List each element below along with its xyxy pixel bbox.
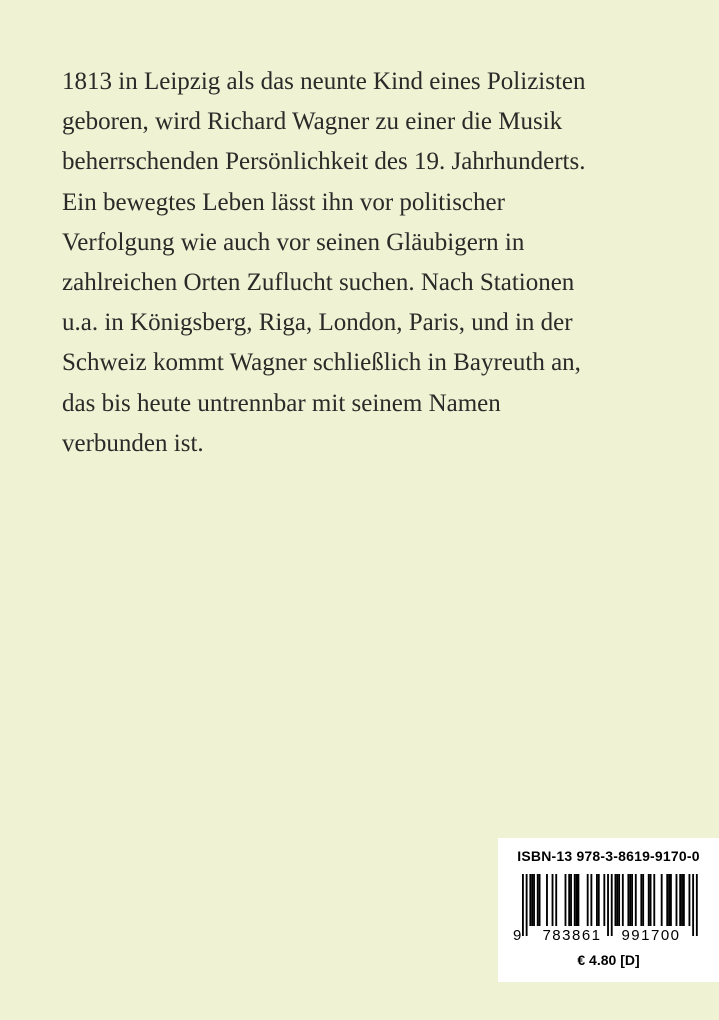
barcode-bar xyxy=(578,874,580,926)
barcode-bar xyxy=(587,874,589,926)
barcode-bar xyxy=(537,874,539,926)
blurb-line: zahlreichen Orten Zuflucht suchen. Nach Stationen xyxy=(62,269,575,297)
barcode-bar xyxy=(546,874,548,926)
barcode-bar xyxy=(661,874,663,926)
barcode-guard-bar xyxy=(611,874,613,936)
barcode-bar xyxy=(555,874,557,926)
barcode-bar xyxy=(552,874,554,926)
barcode-bar xyxy=(666,874,668,926)
barcode-bar xyxy=(689,874,691,926)
blurb-line: 1813 in Leipzig als das neunte Kind eines Polizisten xyxy=(62,68,586,95)
barcode-bar xyxy=(533,874,535,926)
blurb-line: verbunden ist. xyxy=(62,429,204,457)
blurb-line: Ein bewegtes Leben lässt ihn vor politischer xyxy=(62,188,505,216)
blurb-line: Schweiz kommt Wagner schließlich in Bayreuth an, xyxy=(62,349,581,377)
barcode-guard-bar xyxy=(522,874,524,936)
barcode-bar xyxy=(627,874,629,926)
barcode-bar xyxy=(529,874,531,926)
isbn-label: ISBN-13 978-3-8619-9170-0 xyxy=(517,848,700,864)
barcode-bar xyxy=(648,874,650,926)
barcode-bar xyxy=(679,874,681,926)
barcode-bar xyxy=(670,874,672,926)
back-cover-blurb xyxy=(62,62,682,464)
barcode-bar xyxy=(539,874,541,926)
barcode-guard-bar xyxy=(692,874,694,936)
barcode-bar xyxy=(683,874,685,926)
barcode-bar xyxy=(618,874,620,926)
barcode-bar xyxy=(531,874,533,926)
barcode-guard-bar xyxy=(696,874,698,936)
barcode-bar xyxy=(629,874,631,926)
barcode-guard-bar xyxy=(526,874,528,936)
blurb-line: Verfolgung wie auch vor seinen Gläubigern in xyxy=(62,228,525,256)
price-label: € 4.80 [D] xyxy=(577,952,640,968)
barcode-bar xyxy=(615,874,617,926)
barcode-bar xyxy=(642,874,644,926)
barcode-bar xyxy=(565,874,567,926)
barcode-bar xyxy=(603,874,605,926)
barcode-bar xyxy=(668,874,670,926)
barcode-bar xyxy=(598,874,600,926)
barcode-bar xyxy=(590,874,592,926)
barcode-left-digits: 783861 xyxy=(542,927,602,942)
barcode-bar xyxy=(574,874,576,926)
barcode-bar xyxy=(568,874,570,926)
barcode-bar xyxy=(596,874,598,926)
blurb-line: das bis heute untrennbar mit seinem Namen xyxy=(62,389,501,417)
barcode-bar xyxy=(616,874,618,926)
barcode-bar xyxy=(570,874,572,926)
barcode-right-digits: 991700 xyxy=(621,927,681,942)
barcode-bar xyxy=(650,874,652,926)
barcode-lead-digit: 9 xyxy=(513,927,522,942)
barcode-guard-bar xyxy=(607,874,609,936)
isbn-barcode-panel xyxy=(498,838,719,982)
barcode-bar xyxy=(640,874,642,926)
barcode-bar xyxy=(635,874,637,926)
barcode-bar xyxy=(576,874,578,926)
blurb-line: geboren, wird Richard Wagner zu einer die Musik xyxy=(62,108,563,136)
barcode-bar xyxy=(653,874,655,926)
barcode-bar xyxy=(681,874,683,926)
barcode-bar xyxy=(676,874,678,926)
blurb-line: u.a. in Königsberg, Riga, London, Paris, und in der xyxy=(62,309,573,337)
blurb-line: beherrschenden Persönlichkeit des 19. Jahrhunderts. xyxy=(62,148,586,176)
ean13-barcode xyxy=(510,874,706,942)
barcode-bar xyxy=(622,874,624,926)
barcode-bar xyxy=(631,874,633,926)
